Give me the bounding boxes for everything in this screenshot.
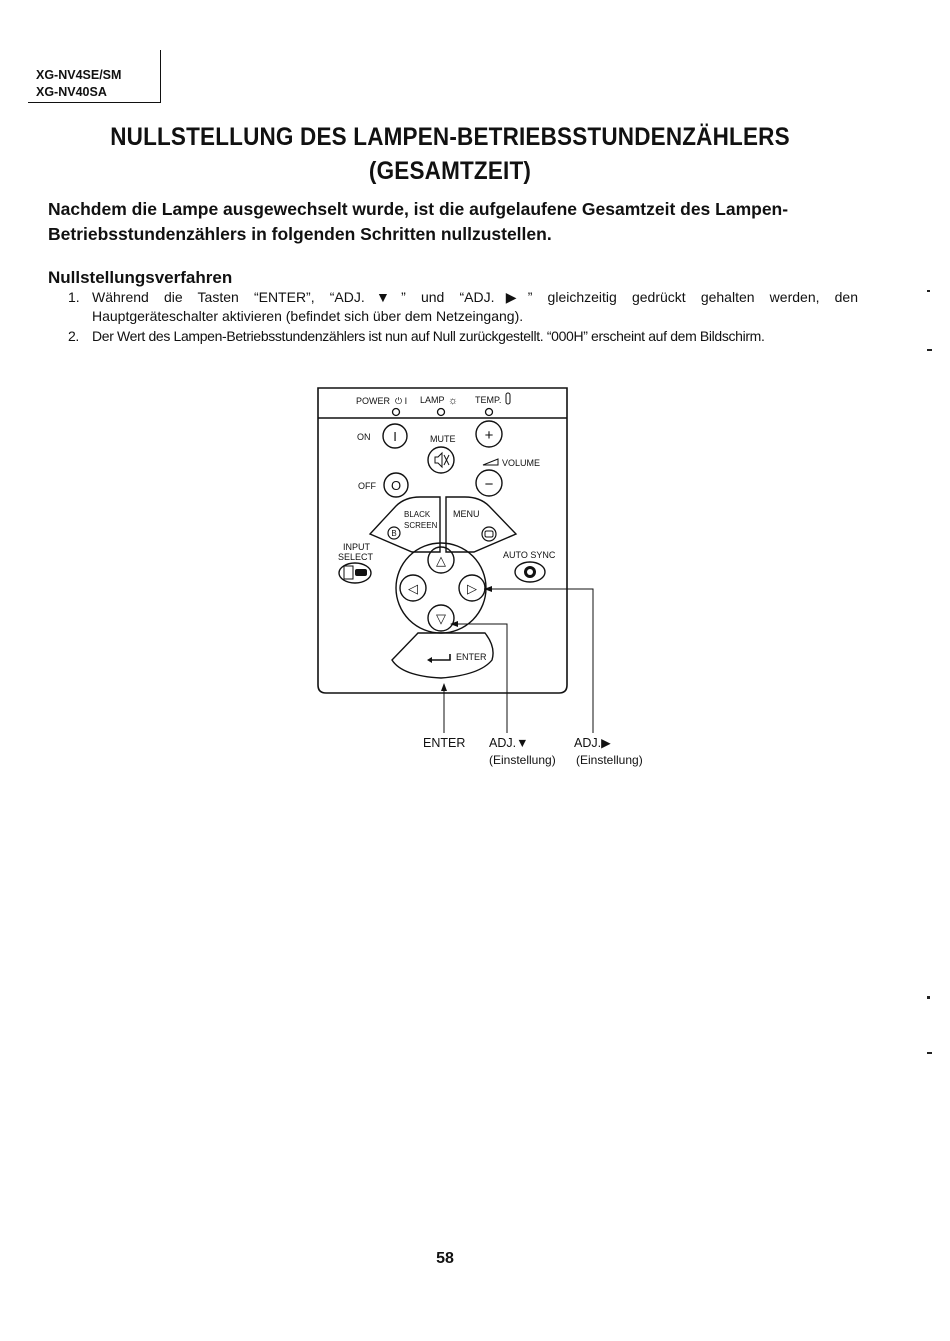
up-arrow-icon: △ xyxy=(436,553,446,568)
lamp-icon: ☼ xyxy=(448,395,459,407)
temp-indicator-label: TEMP. xyxy=(475,395,502,405)
input-select-icon xyxy=(344,566,353,579)
step-number: 2. xyxy=(68,328,79,344)
adj-down-callout-line xyxy=(451,624,507,733)
lamp-indicator-label: LAMP xyxy=(420,395,445,405)
step-text-line-1: Während die Tasten “ENTER”, “ADJ.▼” und “ADJ.▶” gleichzeitig gedrückt gehalten werden, den xyxy=(92,289,858,305)
page-number: 58 xyxy=(436,1250,454,1267)
scan-mark xyxy=(927,349,932,351)
model-name-2: XG-NV40SA xyxy=(36,85,107,99)
callout-adj-right: ADJ.▶ xyxy=(574,736,611,750)
menu-icon xyxy=(482,527,496,541)
procedure-heading: Nullstellungsverfahren xyxy=(48,268,233,287)
step-number: 1. xyxy=(68,289,80,305)
input-select-label-1: INPUT xyxy=(343,542,370,552)
black-screen-label-2: SCREEN xyxy=(404,521,438,530)
menu-label: MENU xyxy=(453,509,480,519)
scan-mark xyxy=(927,996,930,999)
on-symbol-icon: I xyxy=(393,429,397,444)
thermometer-icon xyxy=(506,393,510,404)
minus-icon: − xyxy=(484,476,494,493)
menu-button xyxy=(446,497,516,552)
callout-adj-right-sub: (Einstellung) xyxy=(576,753,643,767)
auto-sync-label: AUTO SYNC xyxy=(503,550,556,560)
intro-paragraph: Nachdem die Lampe ausgewechselt wurde, ist die aufgelaufene Gesamtzeit des Lampen-Betriebsstundenzählers in folgenden Schritten nullzustellen. xyxy=(48,199,789,244)
mute-label: MUTE xyxy=(430,434,456,444)
input-select-label-2: SELECT xyxy=(338,552,374,562)
callout-adj-down-sub: (Einstellung) xyxy=(489,753,556,767)
model-name-1: XG-NV4SE/SM xyxy=(36,68,122,82)
mute-button xyxy=(428,447,454,473)
power-led xyxy=(393,409,400,416)
callout-adj-down: ADJ.▼ xyxy=(489,736,529,750)
temp-led xyxy=(486,409,493,416)
page-title-line-2: (GESAMTZEIT) xyxy=(368,157,532,185)
black-screen-label-1: BLACK xyxy=(404,510,431,519)
step-text-line-2: Hauptgeräteschalter aktivieren (befindet sich über dem Netzeingang). xyxy=(92,308,524,324)
scan-mark xyxy=(927,1052,932,1054)
left-arrow-icon: ◁ xyxy=(408,581,418,596)
enter-arrow-icon xyxy=(432,654,450,660)
adj-right-callout-line xyxy=(484,589,593,733)
on-label: ON xyxy=(357,432,371,442)
mute-icon xyxy=(435,453,442,467)
callout-enter: ENTER xyxy=(423,736,466,750)
plus-icon: + xyxy=(484,427,494,444)
lamp-led xyxy=(438,409,445,416)
right-arrow-icon: ▷ xyxy=(467,581,477,596)
step-text: Der Wert des Lampen-Betriebsstundenzählers ist nun auf Null zurückgestellt. “000H” erscheint auf dem Bildschirm. xyxy=(92,328,765,344)
off-label: OFF xyxy=(358,481,376,491)
black-screen-key-icon: B xyxy=(391,529,397,538)
volume-label: VOLUME xyxy=(502,458,541,468)
off-symbol-icon: O xyxy=(390,478,402,493)
power-symbol-icon: ⏻ I xyxy=(395,396,408,406)
volume-wedge-icon xyxy=(483,459,498,465)
power-indicator-label: POWER xyxy=(356,396,391,406)
enter-label: ENTER xyxy=(456,652,487,662)
down-arrow-icon: ▽ xyxy=(436,611,446,626)
scan-mark xyxy=(927,290,930,292)
page-title-line-1: NULLSTELLUNG DES LAMPEN-BETRIEBSSTUNDENZÄHLERS xyxy=(110,123,790,151)
